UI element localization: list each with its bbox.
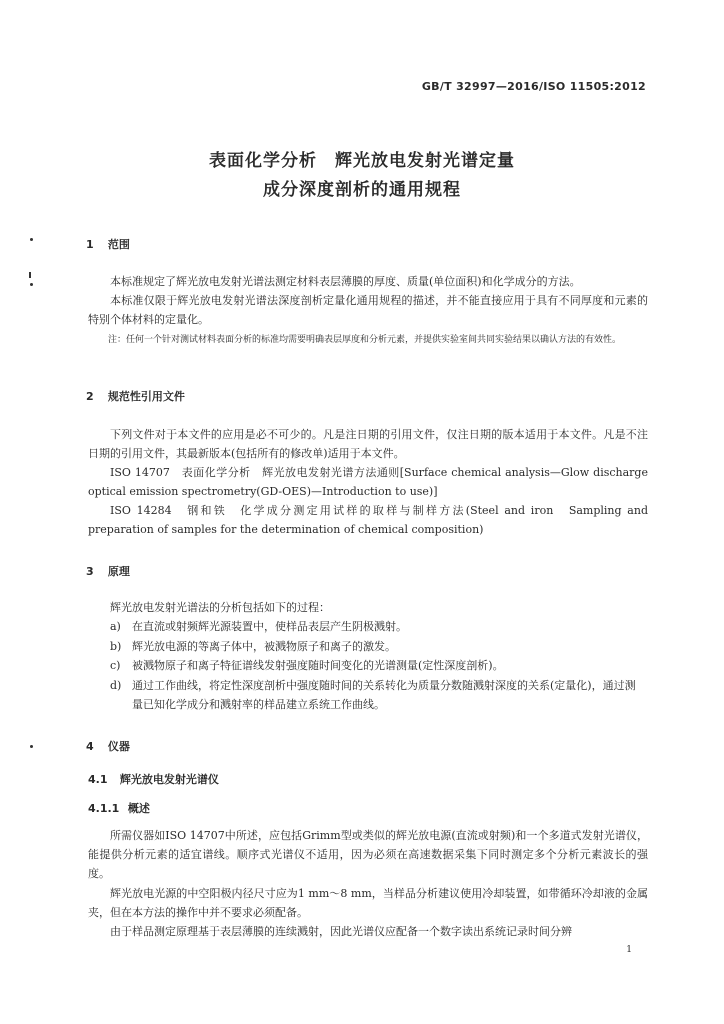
section-3-intro: 辉光放电发射光谱法的分析包括如下的过程：	[110, 601, 330, 614]
section-4-heading	[86, 738, 130, 754]
subsection-number: 4.1.1	[88, 802, 120, 815]
subsection-title: 概述	[127, 802, 150, 815]
list-text: 被溅物原子和离子特征谱线发射强度随时间变化的光谱测量(定性深度剖析)。	[132, 659, 504, 672]
document-title-line-1: 表面化学分析 辉光放电发射光谱定量	[209, 151, 515, 171]
section-4-paragraph-1: 所需仪器如ISO 14707中所述，应包括Grimm型或类似的辉光放电源(直流或射频)和一个多道式发射光谱仪，能提供分析元素的适宜谱线。顺序式光谱仪不适用，因为必须在高速数据采集下同时测定多个分析元素波长的强度。	[88, 829, 648, 880]
section-3-heading	[86, 563, 130, 579]
list-marker: d)	[110, 679, 122, 692]
margin-mark	[30, 745, 33, 748]
section-2-reference-2: ISO 14284 钢和铁 化学成分测定用试样的取样与制样方法(Steel and iron Sampling and preparation of samples for the determination of chemical composition)	[88, 504, 648, 536]
section-2-heading	[86, 388, 185, 404]
margin-mark	[29, 272, 31, 278]
page-number: 1	[626, 945, 632, 955]
section-4-paragraph-2: 辉光放电光源的中空阳极内径尺寸应为1 mm～8 mm，当样品分析建议使用冷却装置，如带循环冷却液的金属夹，但在本方法的操作中并不要求必须配备。	[88, 887, 648, 919]
standard-code: GB/T 32997—2016/ISO 11505:2012	[421, 80, 646, 93]
list-text: 通过工作曲线，将定性深度剖析中强度随时间的关系转化为质量分数随溅射深度的关系(定量化)，通过测量已知化学成分和溅射率的样品建立系统工作曲线。	[132, 679, 636, 711]
section-number: 4	[86, 740, 94, 753]
section-title: 范围	[107, 238, 130, 251]
subsection-number: 4.1	[88, 773, 108, 786]
list-item	[88, 676, 648, 714]
section-title: 规范性引用文件	[107, 390, 185, 403]
section-4-paragraph-3: 由于样品测定原理基于表层薄膜的连续溅射，因此光谱仪应配备一个数字读出系统记录时间分辨	[110, 925, 572, 938]
list-marker: a)	[110, 620, 121, 633]
section-1-heading	[86, 236, 130, 252]
section-1-paragraph-2: 本标准仅限于辉光放电发射光谱法深度剖析定量化通用规程的描述，并不能直接应用于具有不同厚度和元素的特别个体材料的定量化。	[88, 294, 648, 326]
list-item	[88, 637, 648, 656]
document-title-line-2: 成分深度剖析的通用规程	[263, 180, 461, 200]
list-marker: c)	[110, 659, 121, 672]
list-marker: b)	[110, 640, 122, 653]
list-item	[88, 617, 648, 636]
subsection-4-1-heading	[88, 771, 219, 787]
subsection-4-1-1-heading	[88, 800, 150, 816]
margin-mark	[30, 238, 33, 241]
list-item	[88, 656, 648, 675]
section-1-note: 注：任何一个针对测试材料表面分析的标准均需要明确表层厚度和分析元素，并提供实验室间共同实验结果以确认方法的有效性。	[108, 335, 622, 345]
section-number: 1	[86, 238, 94, 251]
section-title: 仪器	[107, 740, 130, 753]
subsection-title: 辉光放电发射光谱仪	[119, 773, 219, 786]
list-text: 在直流或射频辉光源装置中，使样品表层产生阴极溅射。	[132, 620, 407, 633]
section-1-paragraph-1: 本标准规定了辉光放电发射光谱法测定材料表层薄膜的厚度、质量(单位面积)和化学成分的方法。	[110, 275, 581, 288]
margin-mark	[30, 283, 33, 286]
section-number: 2	[86, 390, 94, 403]
section-2-paragraph-1: 下列文件对于本文件的应用是必不可少的。凡是注日期的引用文件，仅注日期的版本适用于本文件。凡是不注日期的引用文件，其最新版本(包括所有的修改单)适用于本文件。	[88, 428, 648, 460]
section-number: 3	[86, 565, 94, 578]
section-2-reference-1: ISO 14707 表面化学分析 辉光放电发射光谱方法通则[Surface chemical analysis—Glow discharge optical emission spectrometry(GD-OES)—Introduction to use)]	[88, 466, 648, 498]
list-text: 辉光放电源的等离子体中，被溅物原子和离子的激发。	[132, 640, 396, 653]
section-title: 原理	[107, 565, 130, 578]
